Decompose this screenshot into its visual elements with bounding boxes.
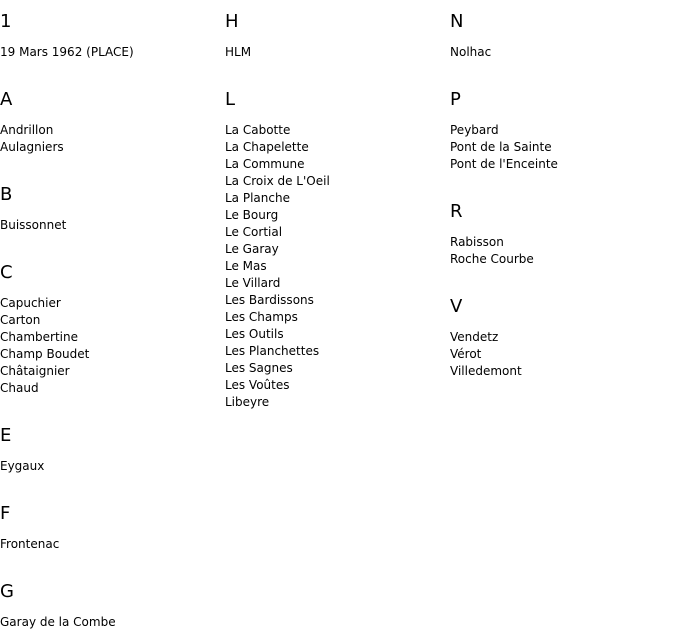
street-link[interactable]: Pont de la Sainte	[450, 140, 552, 154]
street-index-column-1	[0, 0, 220, 631]
list-item	[225, 44, 445, 61]
letter-group	[225, 0, 445, 61]
street-link[interactable]: Eygaux	[0, 459, 45, 473]
list-item	[0, 44, 220, 61]
letter-heading: B	[0, 184, 13, 205]
letter-heading: 1	[0, 11, 12, 32]
street-list	[0, 281, 220, 397]
street-link[interactable]: Aulagniers	[0, 140, 64, 154]
list-item	[0, 614, 220, 631]
street-link[interactable]: Les Sagnes	[225, 361, 293, 375]
street-link[interactable]: Capuchier	[0, 296, 61, 310]
list-item	[450, 122, 670, 139]
list-item	[225, 258, 445, 275]
list-item	[0, 536, 220, 553]
letter-group	[0, 78, 220, 156]
list-item	[0, 139, 220, 156]
list-item	[225, 190, 445, 207]
street-link[interactable]: Vérot	[450, 347, 482, 361]
list-item	[225, 241, 445, 258]
street-link[interactable]: Vendetz	[450, 330, 499, 344]
street-link[interactable]: HLM	[225, 45, 252, 59]
street-list	[450, 220, 670, 268]
list-item	[225, 394, 445, 411]
letter-heading: A	[0, 89, 13, 110]
street-link[interactable]: 19 Mars 1962 (PLACE)	[0, 45, 134, 59]
letter-heading: E	[0, 425, 12, 446]
list-item	[225, 139, 445, 156]
street-link[interactable]: Les Bardissons	[225, 293, 314, 307]
street-index-column-2	[225, 0, 445, 411]
letter-heading: L	[225, 89, 236, 110]
letter-group	[0, 0, 220, 61]
street-link[interactable]: Chambertine	[0, 330, 78, 344]
letter-group	[225, 78, 445, 411]
list-item	[0, 363, 220, 380]
street-link[interactable]: Carton	[0, 313, 41, 327]
street-link[interactable]: Pont de l'Enceinte	[450, 157, 558, 171]
list-item	[450, 363, 670, 380]
street-link[interactable]: La Commune	[225, 157, 305, 171]
street-link[interactable]: Libeyre	[225, 395, 270, 409]
letter-group	[450, 0, 670, 61]
list-item	[0, 217, 220, 234]
list-item	[225, 207, 445, 224]
street-link[interactable]: Les Champs	[225, 310, 298, 324]
street-link[interactable]: Les Voûtes	[225, 378, 290, 392]
street-link[interactable]: Nolhac	[450, 45, 492, 59]
letter-heading: C	[0, 262, 13, 283]
list-item	[450, 156, 670, 173]
letter-heading: P	[450, 89, 461, 110]
list-item	[225, 377, 445, 394]
street-link[interactable]: Rabisson	[450, 235, 504, 249]
street-list	[0, 522, 220, 553]
letter-group	[0, 492, 220, 553]
letter-heading: F	[0, 503, 11, 524]
letter-group	[450, 285, 670, 380]
list-item	[225, 360, 445, 377]
street-link[interactable]: Le Cortial	[225, 225, 283, 239]
letter-heading: G	[0, 581, 14, 602]
street-link[interactable]: Le Garay	[225, 242, 279, 256]
street-link[interactable]: Champ Boudet	[0, 347, 90, 361]
street-link[interactable]: La Planche	[225, 191, 290, 205]
street-list	[225, 30, 445, 61]
street-link[interactable]: Villedemont	[450, 364, 522, 378]
list-item	[0, 346, 220, 363]
street-link[interactable]: Le Bourg	[225, 208, 279, 222]
street-link[interactable]: La Cabotte	[225, 123, 291, 137]
street-link[interactable]: Frontenac	[0, 537, 60, 551]
letter-group	[0, 570, 220, 631]
letter-group	[0, 414, 220, 475]
list-item	[0, 295, 220, 312]
list-item	[450, 44, 670, 61]
street-link[interactable]: Le Villard	[225, 276, 281, 290]
street-link[interactable]: Andrillon	[0, 123, 54, 137]
street-index-column-3	[450, 0, 670, 380]
street-list	[450, 315, 670, 380]
street-link[interactable]: La Croix de L'Oeil	[225, 174, 330, 188]
list-item	[225, 122, 445, 139]
list-item	[225, 326, 445, 343]
street-link[interactable]: Le Mas	[225, 259, 267, 273]
list-item	[450, 346, 670, 363]
letter-heading: V	[450, 296, 463, 317]
street-list	[0, 600, 220, 631]
list-item	[0, 458, 220, 475]
letter-group	[450, 190, 670, 268]
street-list	[0, 444, 220, 475]
list-item	[450, 329, 670, 346]
street-link[interactable]: Buissonnet	[0, 218, 67, 232]
list-item	[225, 275, 445, 292]
street-list	[0, 108, 220, 156]
street-link[interactable]: Roche Courbe	[450, 252, 534, 266]
list-item	[0, 122, 220, 139]
list-item	[450, 234, 670, 251]
list-item	[225, 173, 445, 190]
list-item	[0, 380, 220, 397]
list-item	[0, 312, 220, 329]
street-link[interactable]: La Chapelette	[225, 140, 309, 154]
list-item	[225, 224, 445, 241]
letter-group	[0, 173, 220, 234]
street-link[interactable]: Les Planchettes	[225, 344, 320, 358]
street-list	[0, 30, 220, 61]
letter-group	[450, 78, 670, 173]
street-link[interactable]: Châtaignier	[0, 364, 70, 378]
list-item	[450, 139, 670, 156]
list-item	[0, 329, 220, 346]
letter-heading: R	[450, 201, 463, 222]
letter-heading: H	[225, 11, 239, 32]
list-item	[225, 309, 445, 326]
list-item	[225, 292, 445, 309]
list-item	[225, 156, 445, 173]
street-list	[450, 108, 670, 173]
street-link[interactable]: Peybard	[450, 123, 499, 137]
list-item	[450, 251, 670, 268]
letter-group	[0, 251, 220, 397]
street-link[interactable]: Garay de la Combe	[0, 615, 116, 629]
street-list	[225, 108, 445, 411]
street-link[interactable]: Chaud	[0, 381, 39, 395]
list-item	[225, 343, 445, 360]
letter-heading: N	[450, 11, 464, 32]
street-list	[0, 203, 220, 234]
street-link[interactable]: Les Outils	[225, 327, 284, 341]
street-list	[450, 30, 670, 61]
